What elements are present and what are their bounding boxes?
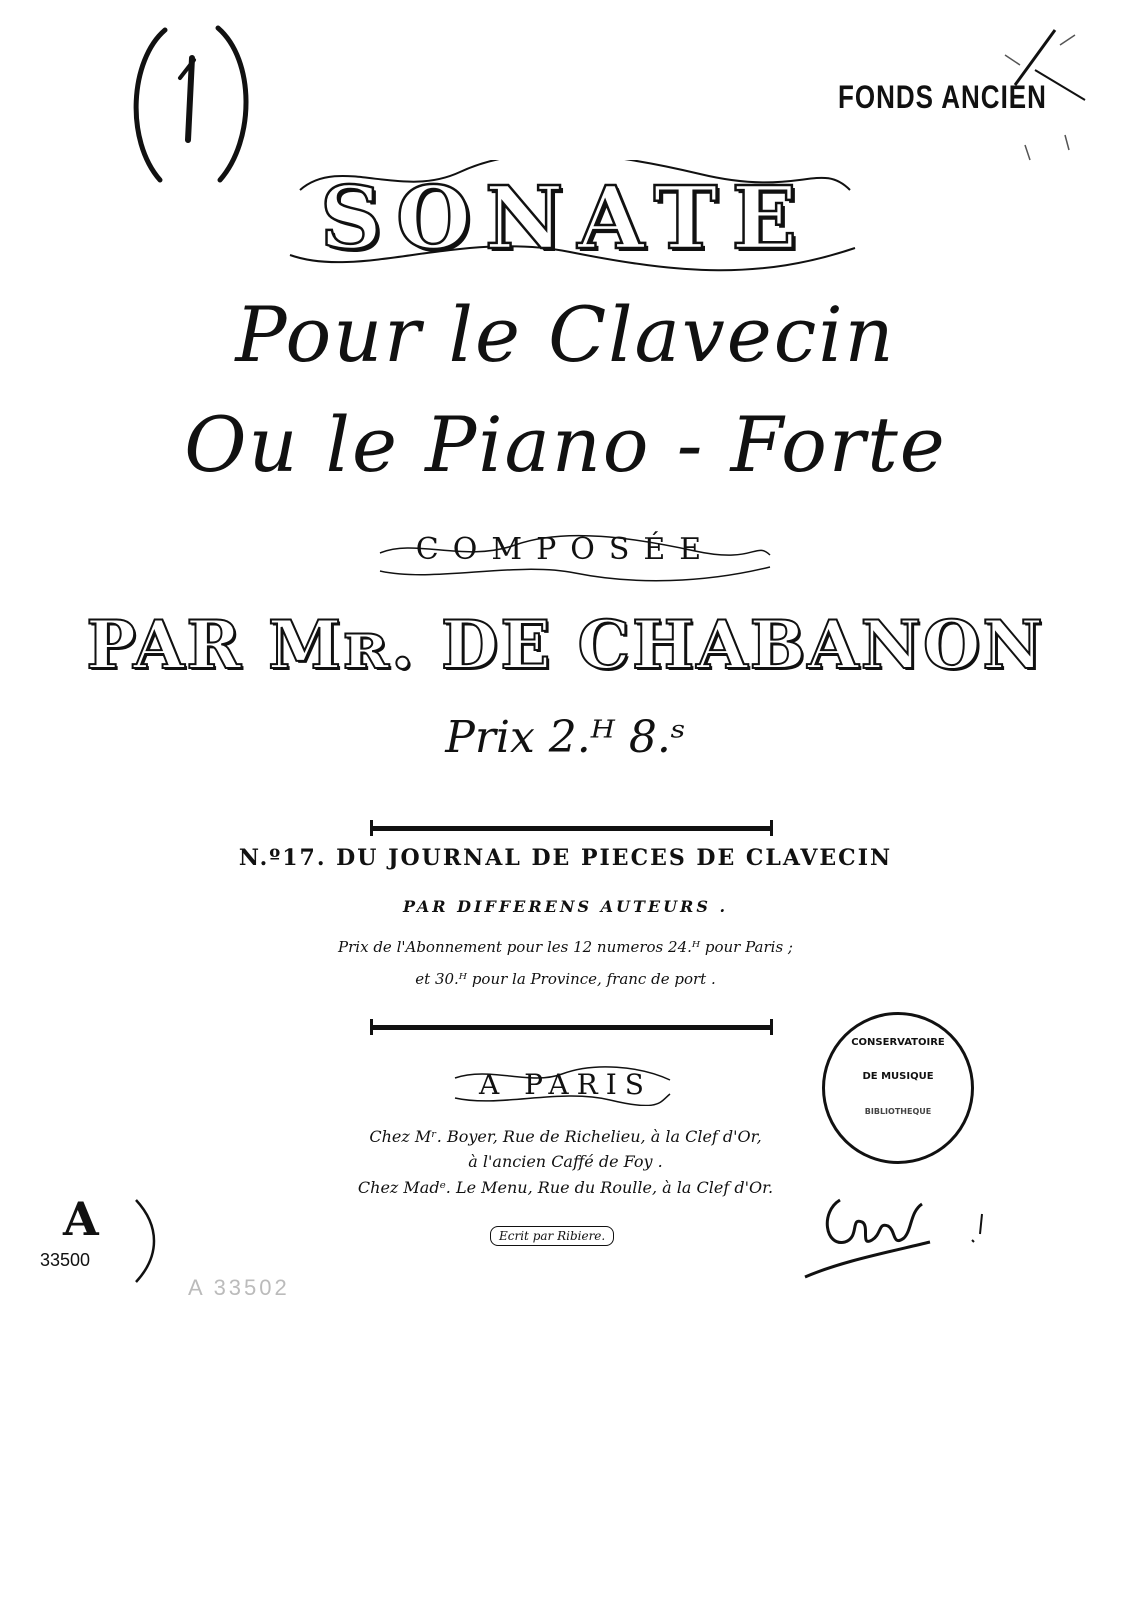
rule-end-tick — [370, 820, 373, 836]
shelf-mark-letter: A — [63, 1192, 99, 1246]
rule-end-tick — [770, 1019, 773, 1035]
upper-divider-rule — [372, 826, 772, 831]
fonds-ancien-label: FONDS ANCIEN — [838, 78, 1047, 116]
subtitle-piano-forte: Ou le Piano - Forte — [184, 400, 947, 489]
shelf-mark-number: 33500 — [40, 1250, 91, 1270]
stamp-line-2: DE MUSIQUE — [862, 1071, 934, 1082]
handwritten-signature — [800, 1192, 940, 1284]
handwritten-number-mark — [120, 20, 260, 190]
stamp-line-3: BIBLIOTHEQUE — [864, 1107, 932, 1116]
lower-divider-rule — [372, 1025, 772, 1030]
corner-scratch-marks — [985, 25, 1095, 175]
publisher-address-3: Chez Madᵉ. Le Menu, Rue du Roulle, à la Clef d'Or. — [357, 1178, 774, 1197]
subscription-line-2: et 30.ᴴ pour la Province, franc de port . — [415, 970, 716, 988]
city-paris: A PARIS — [479, 1068, 652, 1101]
shelf-mark-bracket — [128, 1196, 168, 1286]
subscription-line-1: Prix de l'Abonnement pour les 12 numeros 24.ᴴ pour Paris ; — [338, 938, 793, 956]
stamp-line-1: CONSERVATOIRE — [851, 1037, 945, 1048]
publisher-address-2: à l'ancien Caffé de Foy . — [468, 1152, 663, 1171]
publisher-address-1: Chez Mʳ. Boyer, Rue de Richelieu, à la Clef d'Or, — [369, 1127, 762, 1146]
rule-end-tick — [370, 1019, 373, 1035]
journal-number-line: N.º17. DU JOURNAL DE PIECES DE CLAVECIN — [238, 845, 893, 871]
small-ink-marks — [960, 1212, 1000, 1252]
composer-line: PAR Mʀ. DE CHABANON — [86, 606, 1045, 684]
faint-inventory-number: A 33502 — [188, 1275, 290, 1300]
authors-line: PAR DIFFERENS AUTEURS . — [402, 897, 729, 916]
price-line: Prix 2.ᴴ 8.ˢ — [445, 712, 686, 763]
engraver-cartouche: Ecrit par Ribiere. — [490, 1226, 614, 1246]
composee-label: COMPOSÉE — [415, 532, 716, 567]
subtitle-pour-le-clavecin: Pour le Clavecin — [235, 290, 896, 379]
sonate-title: SONATE — [319, 168, 812, 269]
rule-end-tick — [770, 820, 773, 836]
